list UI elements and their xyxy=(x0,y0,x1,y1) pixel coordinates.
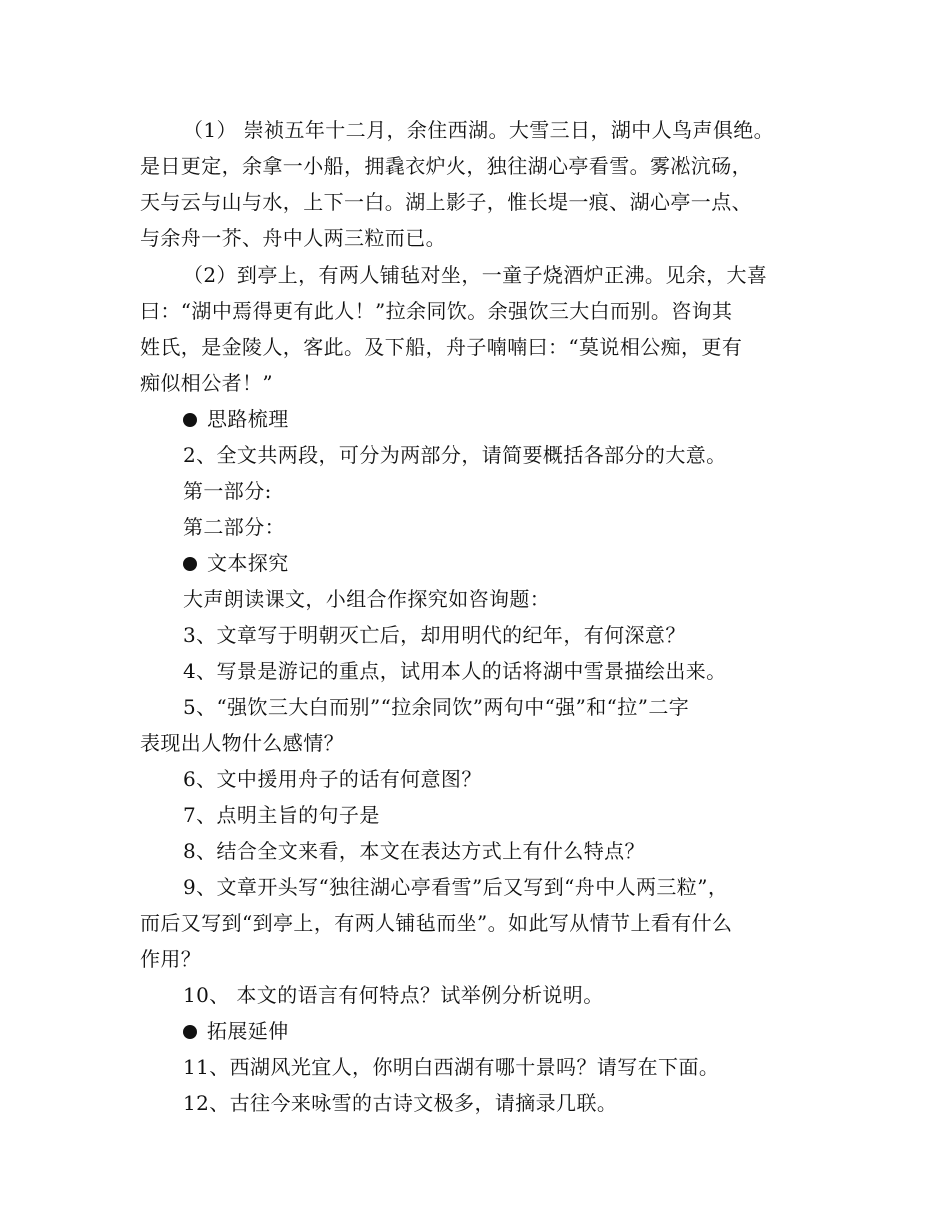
bullet-icon xyxy=(183,1025,197,1039)
bullet-icon xyxy=(183,413,197,427)
passage-para1-line2: 是日更定，余拿一小船，拥毳衣炉火，独往湖心亭看雪。雾凇沆砀， xyxy=(140,154,752,178)
question-5-line2: 表现出人物什么感情？ xyxy=(140,731,344,755)
inquiry-intro: 大声朗读课文，小组合作探究如咨询题： xyxy=(183,587,551,611)
passage-para1-line1: （1） 崇祯五年十二月，余住西湖。大雪三日，湖中人鸟声俱绝。 xyxy=(183,118,775,142)
section-heading-inquiry xyxy=(183,549,289,577)
question-7: 7、点明主旨的句子是 xyxy=(183,803,380,827)
question-9-line1: 9、文章开头写“独往湖心亭看雪”后又写到“舟中人两三粒”， xyxy=(183,875,729,899)
question-3: 3、文章写于明朝灭亡后，却用明代的纪年，有何深意？ xyxy=(183,623,686,647)
question-8: 8、结合全文来看，本文在表达方式上有什么特点？ xyxy=(183,839,645,863)
section-heading-outline xyxy=(183,405,289,433)
section-heading-extension xyxy=(183,1017,289,1045)
passage-para2-line1: （2）到亭上，有两人铺毡对坐，一童子烧酒炉正沸。见余，大喜 xyxy=(183,263,768,287)
answer-part1-label: 第一部分: xyxy=(183,479,272,503)
section-outline-label: 思路梳理 xyxy=(207,407,289,431)
answer-part2-label: 第二部分： xyxy=(183,515,285,539)
question-9-line2: 而后又写到“到亭上，有两人铺毡而坐”。如此写从情节上看有什么 xyxy=(140,911,733,935)
section-inquiry-label: 文本探究 xyxy=(207,551,289,575)
bullet-icon xyxy=(183,557,197,571)
passage-para2-line2: 曰：“湖中焉得更有此人！”拉余同饮。余强饮三大白而别。咨询其 xyxy=(140,299,733,323)
question-12: 12、古往今来咏雪的古诗文极多，请摘录几联。 xyxy=(183,1091,618,1115)
question-9-line3: 作用？ xyxy=(140,947,202,971)
passage-para2-line3: 姓氏，是金陵人，客此。及下船，舟子喃喃曰：“莫说相公痴，更有 xyxy=(140,335,743,359)
passage-para1-line4: 与余舟一芥、舟中人两三粒而已。 xyxy=(140,226,446,250)
passage-para2-line4: 痴似相公者！” xyxy=(140,371,274,395)
question-2: 2、全文共两段，可分为两部分，请简要概括各部分的大意。 xyxy=(183,443,727,467)
question-4: 4、写景是游记的重点，试用本人的话将湖中雪景描绘出来。 xyxy=(183,659,727,683)
passage-para1-line3: 天与云与山与水，上下一白。湖上影子，惟长堤一痕、湖心亭一点、 xyxy=(140,190,752,214)
section-extension-label: 拓展延伸 xyxy=(207,1019,289,1043)
question-6: 6、文中援用舟子的话有何意图？ xyxy=(183,767,482,791)
question-5-line1: 5、“强饮三大白而别”“拉余同饮”两句中“强”和“拉”二字 xyxy=(183,695,690,719)
question-11: 11、西湖风光宜人，你明白西湖有哪十景吗？请写在下面。 xyxy=(183,1055,720,1079)
question-10: 10、 本文的语言有何特点？试举例分析说明。 xyxy=(183,983,604,1007)
